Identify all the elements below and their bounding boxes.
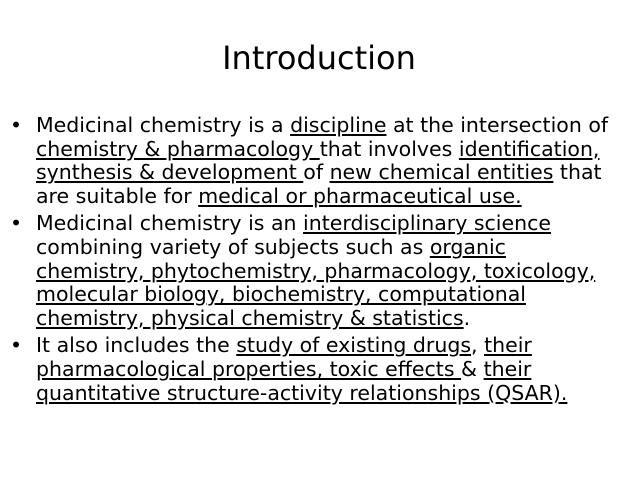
underlined-term: identification, synthesis & development bbox=[36, 136, 600, 185]
bullet-list bbox=[8, 114, 618, 409]
bullet-text: of bbox=[303, 160, 330, 185]
underlined-term: chemistry & pharmacology bbox=[36, 136, 320, 161]
bullet-text: combining variety of subjects such as bbox=[36, 234, 430, 259]
underlined-term: their pharmacological properties, toxic effects bbox=[36, 333, 532, 381]
underlined-term: interdisciplinary science bbox=[303, 211, 551, 236]
bullet-item bbox=[8, 114, 618, 208]
underlined-term: organic chemistry, phytochemistry, pharmacology, toxicology, molecular biology, biochemistry, computational chemistry, physical chemistry & statistics bbox=[36, 234, 596, 330]
bullet-marker: • bbox=[10, 333, 23, 358]
bullet-text: at the intersection of bbox=[386, 113, 609, 137]
underlined-term: medical or pharmaceutical use. bbox=[198, 183, 522, 208]
bullet-text: Medicinal chemistry is an bbox=[36, 211, 304, 236]
underlined-term: new chemical entities bbox=[329, 160, 554, 185]
bullet-text: that are suitable for bbox=[36, 160, 602, 208]
underlined-term: discipline bbox=[290, 113, 387, 137]
bullet-text: that involves bbox=[319, 136, 459, 161]
bullet-text: Medicinal chemistry is a bbox=[36, 113, 291, 137]
bullet-marker: • bbox=[10, 211, 23, 236]
bullet-item bbox=[8, 334, 618, 405]
slide-title: Introduction bbox=[222, 39, 416, 77]
bullet-marker: • bbox=[10, 113, 23, 137]
bullet-text: . bbox=[463, 305, 471, 330]
underlined-term: study of existing drugs bbox=[236, 333, 472, 358]
underlined-term: their quantitative structure-activity relationships (QSAR). bbox=[36, 356, 568, 405]
bullet-text: , bbox=[471, 333, 485, 358]
bullet-text: It also includes the bbox=[36, 333, 237, 358]
bullet-item bbox=[8, 212, 618, 330]
bullet-text: & bbox=[461, 356, 484, 381]
